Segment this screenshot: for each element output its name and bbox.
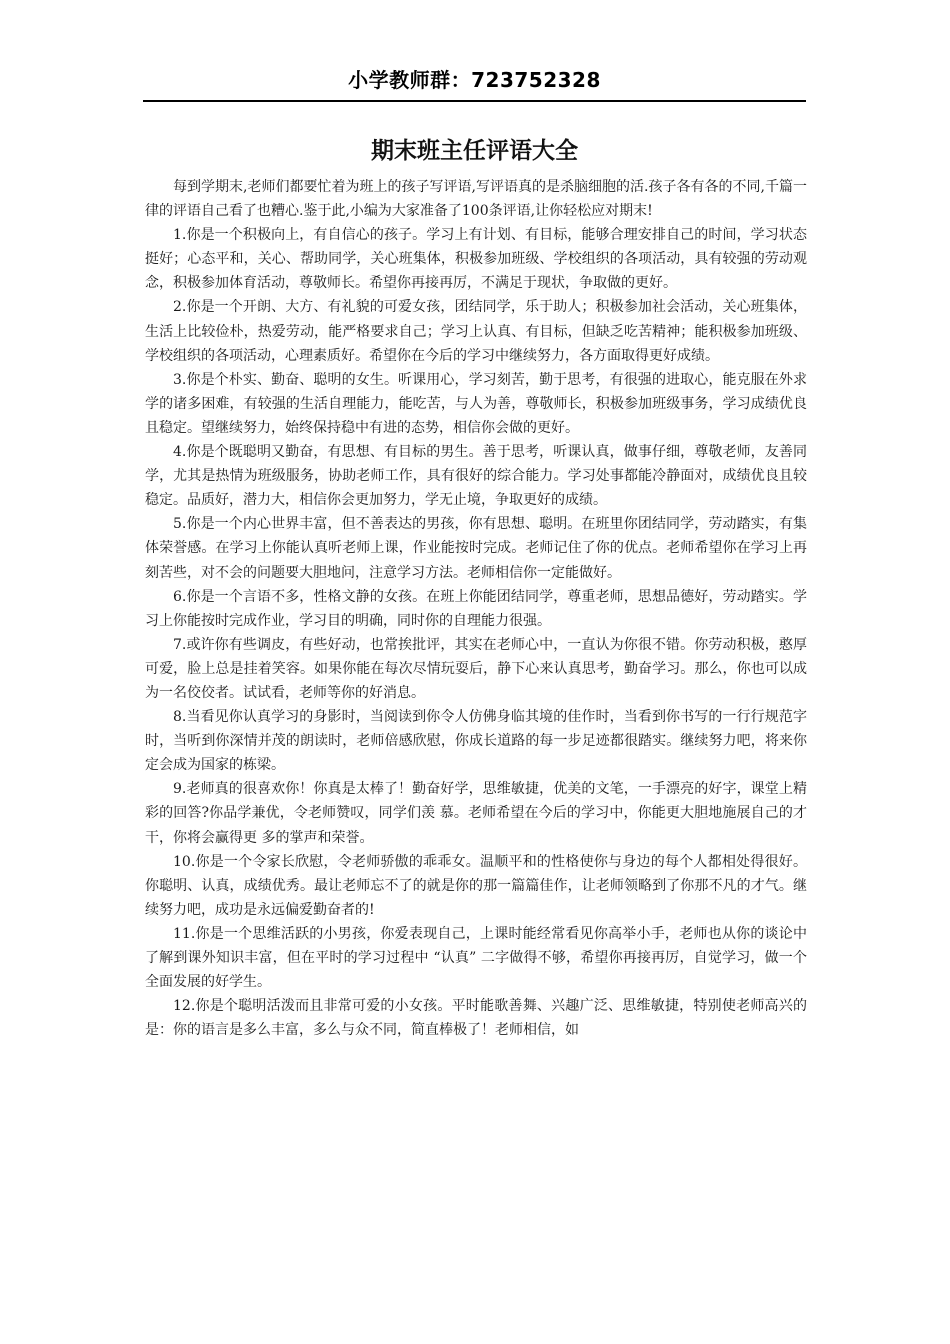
- document-title: 期末班主任评语大全: [371, 138, 578, 164]
- page-header: 小学教师群：723752328: [348, 68, 601, 92]
- comment-paragraph-2: 2.你是一个开朗、大方、有礼貌的可爱女孩，团结同学，乐于助人；积极参加社会活动，关心班集体，生活上比较俭朴，热爱劳动，能严格要求自己；学习上认真、有目标，但缺乏吃苦精神；能积极参加班级、学校组织的各项活动，心理素质好。希望你在今后的学习中继续努力，各方面取得更好成绩。: [145, 299, 807, 364]
- comment-paragraph-3: 3.你是个朴实、勤奋、聪明的女生。听课用心，学习刻苦，勤于思考，有很强的进取心，能克服在外求学的诸多困难，有较强的生活自理能力，能吃苦，与人为善，尊敬师长，积极参加班级事务，学习成绩优良且稳定。望继续努力，始终保持稳中有进的态势，相信你会做的更好。: [145, 371, 807, 436]
- document-body: [145, 175, 807, 1042]
- comment-paragraph-6: 6.你是一个言语不多，性格文静的女孩。在班上你能团结同学，尊重老师，思想品德好，劳动踏实。学习上你能按时完成作业，学习目的明确，同时你的自理能力很强。: [145, 588, 807, 629]
- comment-paragraph-12: 12.你是个聪明活泼而且非常可爱的小女孩。平时能歌善舞、兴趣广泛、思维敏捷，特别使老师高兴的是：你的语言是多么丰富，多么与众不同，简直棒极了！老师相信，如: [145, 998, 807, 1039]
- comment-paragraph-9: 9.老师真的很喜欢你！你真是太棒了！勤奋好学，思维敏捷，优美的文笔，一手漂亮的好字，课堂上精彩的回答?你品学兼优，令老师赞叹，同学们羡 慕。老师希望在今后的学习中，你能更大胆地施展自己的才干，你将会赢得更 多的掌声和荣誉。: [145, 781, 807, 846]
- comment-paragraph-7: 7.或许你有些调皮，有些好动，也常挨批评，其实在老师心中，一直认为你很不错。你劳动积极，憨厚可爱，脸上总是挂着笑容。如果你能在每次尽情玩耍后，静下心来认真思考，勤奋学习。那么，你也可以成为一名佼佼者。试试看，老师等你的好消息。: [145, 636, 807, 701]
- comment-paragraph-1: 1.你是一个积极向上，有自信心的孩子。学习上有计划、有目标，能够合理安排自己的时间，学习状态挺好；心态平和，关心、帮助同学，关心班集体，积极参加班级、学校组织的各项活动，具有较强的劳动观念，积极参加体育活动，尊敬师长。希望你再接再厉，不满足于现状，争取做的更好。: [145, 227, 807, 292]
- comment-paragraph-10: 10.你是一个令家长欣慰，令老师骄傲的乖乖女。温顺平和的性格使你与身边的每个人都相处得很好。你聪明、认真，成绩优秀。最让老师忘不了的就是你的那一篇篇佳作，让老师领略到了你那不凡的才气。继续努力吧，成功是永远偏爱勤奋者的!: [145, 853, 807, 918]
- comment-paragraph-8: 8.当看见你认真学习的身影时，当阅读到你令人仿佛身临其境的佳作时，当看到你书写的一行行规范字时，当听到你深情并茂的朗读时，老师倍感欣慰，你成长道路的每一步足迹都很踏实。继续努力吧，将来你定会成为国家的栋梁。: [145, 709, 807, 774]
- comment-paragraph-4: 4.你是个既聪明又勤奋，有思想、有目标的男生。善于思考，听课认真，做事仔细，尊敬老师，友善同学，尤其是热情为班级服务，协助老师工作，具有很好的综合能力。学习处事都能冷静面对，成绩优良且较稳定。品质好，潜力大，相信你会更加努力，学无止境，争取更好的成绩。: [145, 444, 807, 509]
- intro-paragraph: 每到学期末,老师们都要忙着为班上的孩子写评语,写评语真的是杀脑细胞的活.孩子各有各的不同,千篇一律的评语自己看了也糟心.鉴于此,小编为大家准备了100条评语,让你轻松应对期末!: [145, 179, 807, 220]
- comment-paragraph-5: 5.你是一个内心世界丰富，但不善表达的男孩，你有思想、聪明。在班里你团结同学，劳动踏实，有集体荣誉感。在学习上你能认真听老师上课，作业能按时完成。老师记住了你的优点。老师希望你在学习上再刻苦些，对不会的问题要大胆地问，注意学习方法。老师相信你一定能做好。: [145, 516, 807, 581]
- header-divider: [143, 100, 806, 102]
- comment-paragraph-11: 11.你是一个思维活跃的小男孩，你爱表现自己，上课时能经常看见你高举小手，老师也从你的谈论中了解到课外知识丰富，但在平时的学习过程中 “认真” 二字做得不够，希望你再接再厉，自觉学习，做一个全面发展的好学生。: [145, 925, 807, 991]
